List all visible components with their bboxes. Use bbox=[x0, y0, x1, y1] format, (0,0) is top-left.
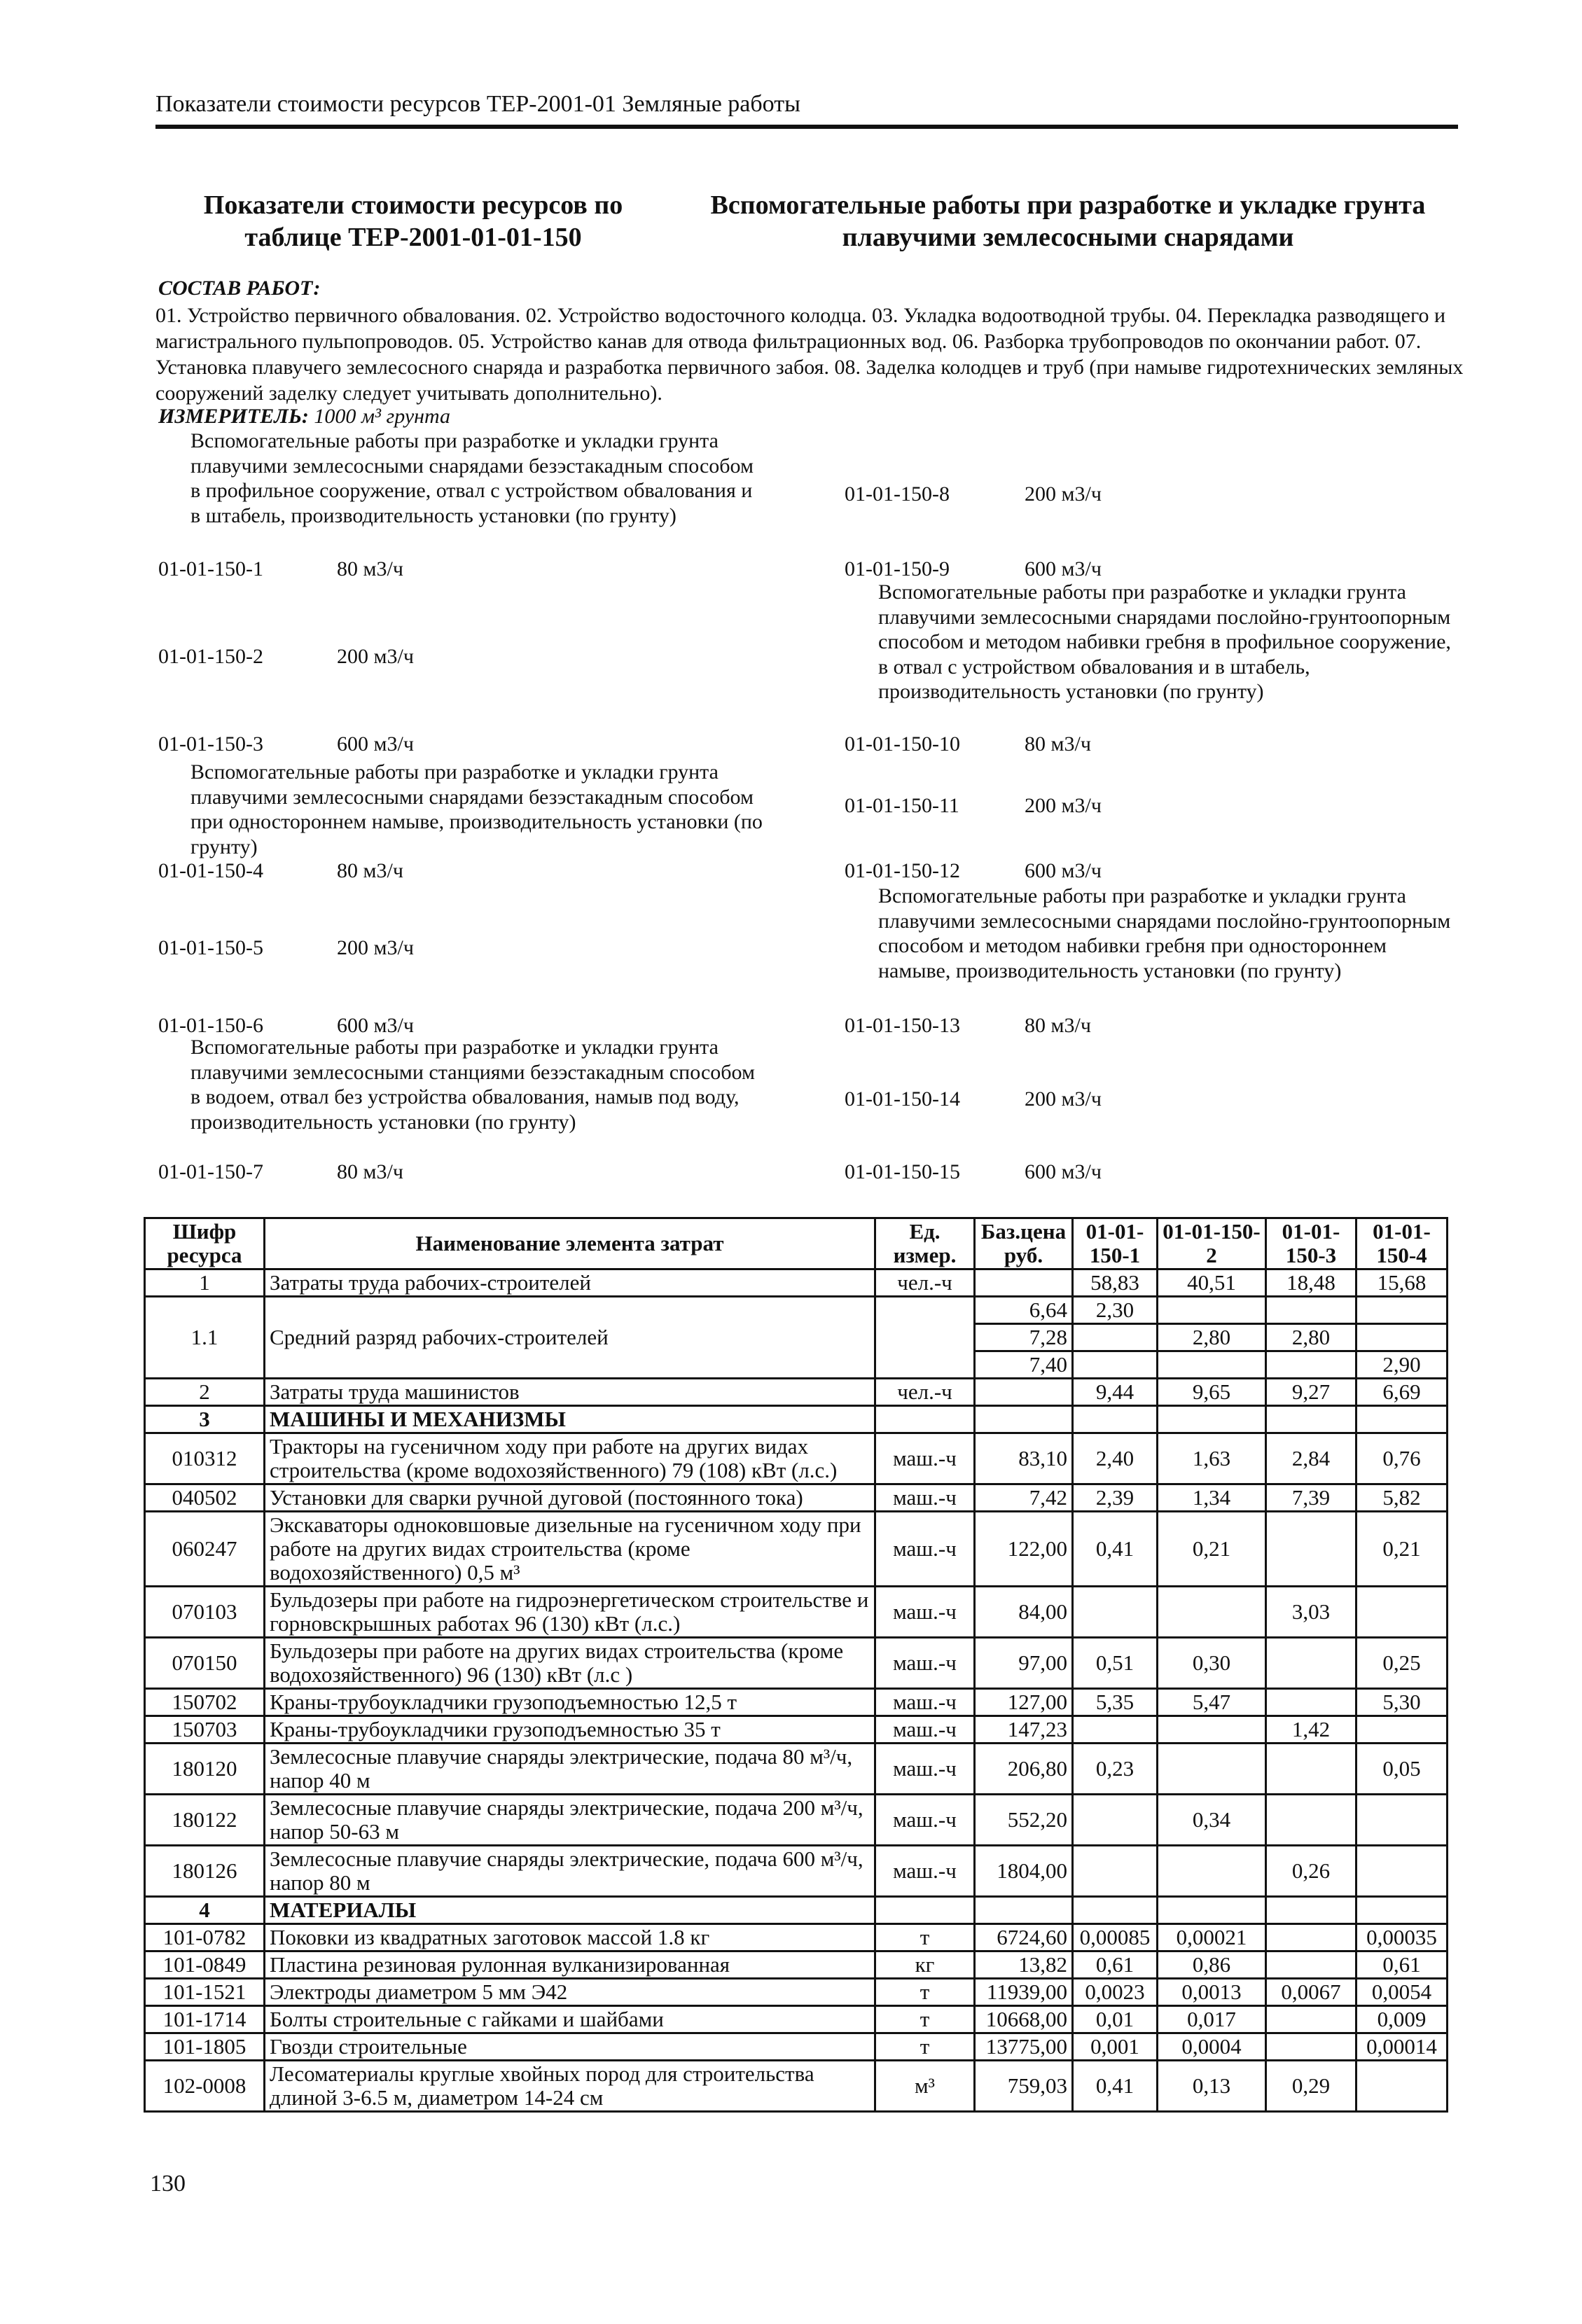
table-row bbox=[145, 1638, 1448, 1689]
row-value bbox=[1266, 1924, 1357, 1951]
column-header: 01-01-150-4 bbox=[1357, 1218, 1448, 1269]
row-value bbox=[1266, 1351, 1357, 1379]
group-description: Вспомогательные работы при разработке и укладки грунта плавучими землесосными снарядами безэстакадным способом в профильное сооружение, отвал с устройством обвалования и в штабель, производительность установки (по грунту) bbox=[190, 429, 754, 527]
row-code: 070103 bbox=[145, 1587, 265, 1638]
row-code: 101-1805 bbox=[145, 2033, 265, 2061]
table-row bbox=[145, 1924, 1448, 1951]
row-name: МАШИНЫ И МЕХАНИЗМЫ bbox=[265, 1406, 875, 1433]
row-price: 759,03 bbox=[975, 2061, 1073, 2112]
item-code: 01-01-150-4 bbox=[158, 859, 263, 882]
item-code: 01-01-150-15 bbox=[845, 1160, 960, 1183]
row-value bbox=[1158, 1587, 1266, 1638]
item-code: 01-01-150-11 bbox=[845, 794, 959, 817]
row-price: 147,23 bbox=[975, 1716, 1073, 1744]
row-value: 0,86 bbox=[1158, 1951, 1266, 1979]
item-value: 600 м3/ч bbox=[1025, 1160, 1102, 1183]
row-value: 2,40 bbox=[1073, 1433, 1158, 1484]
row-value bbox=[1266, 1795, 1357, 1846]
row-value: 2,80 bbox=[1158, 1324, 1266, 1351]
table-row bbox=[145, 1979, 1448, 2006]
row-value: 0,61 bbox=[1357, 1951, 1448, 1979]
table-row bbox=[145, 1795, 1448, 1846]
row-name: Землесосные плавучие снаряды электрические, подача 80 м³/ч, напор 40 м bbox=[265, 1744, 875, 1795]
item-code: 01-01-150-10 bbox=[845, 732, 960, 756]
row-price bbox=[975, 1269, 1073, 1297]
row-value bbox=[1266, 2006, 1357, 2033]
row-value: 3,03 bbox=[1266, 1587, 1357, 1638]
row-value: 18,48 bbox=[1266, 1269, 1357, 1297]
row-value: 1,34 bbox=[1158, 1484, 1266, 1512]
composition-text: 01. Устройство первичного обвалования. 02. Устройство водосточного колодца. 03. Укладка водоотводной трубы. 04. Перекладка разводящего и магистрального пульпопроводов. 05. Устройство канав для отвода фильтрационных вод. 06. Разборка трубопроводов по окончании работ. 07. Установка плавучего землесосного снаряда и разработка первичного забоя. 08. Заделка колодцев и труб (при намыве гидротехнических земляных сооружений заделку следует учитывать дополнительно). bbox=[155, 304, 1464, 405]
row-name: Бульдозеры при работе на других видах строительства (кроме водохозяйственного) 96 (130) кВт (л.с ) bbox=[265, 1638, 875, 1689]
row-unit: чел.-ч bbox=[875, 1379, 975, 1406]
item-code: 01-01-150-8 bbox=[845, 482, 950, 506]
row-value: 2,90 bbox=[1357, 1351, 1448, 1379]
row-unit bbox=[875, 1297, 975, 1379]
row-value bbox=[1357, 1716, 1448, 1744]
row-price: 122,00 bbox=[975, 1512, 1073, 1587]
row-value bbox=[1266, 1297, 1357, 1324]
row-value: 58,83 bbox=[1073, 1269, 1158, 1297]
column-header: Шифр ресурса bbox=[145, 1218, 265, 1269]
empty-cell bbox=[975, 1897, 1073, 1924]
empty-cell bbox=[1158, 1897, 1266, 1924]
row-value bbox=[1266, 1951, 1357, 1979]
row-value: 0,0004 bbox=[1158, 2033, 1266, 2061]
row-code: 101-0849 bbox=[145, 1951, 265, 1979]
row-unit: маш.-ч bbox=[875, 1795, 975, 1846]
page-title-left: Показатели стоимости ресурсов по таблице ТЕР-2001-01-01-150 bbox=[203, 190, 623, 252]
table-row bbox=[145, 1512, 1448, 1587]
row-value: 0,00021 bbox=[1158, 1924, 1266, 1951]
row-value bbox=[1073, 1846, 1158, 1897]
row-value: 0,00014 bbox=[1357, 2033, 1448, 2061]
table-row bbox=[145, 1269, 1448, 1297]
row-value: 0,00035 bbox=[1357, 1924, 1448, 1951]
empty-cell bbox=[875, 1897, 975, 1924]
row-name: Землесосные плавучие снаряды электрические, подача 200 м³/ч, напор 50-63 м bbox=[265, 1795, 875, 1846]
row-name: Установки для сварки ручной дуговой (постоянного тока) bbox=[265, 1484, 875, 1512]
group-description: Вспомогательные работы при разработке и укладки грунта плавучими землесосными снарядами послойно-грунтоопорным способом и методом набивки гребня при одностороннем намыве, производительность установки (по грунту) bbox=[878, 884, 1451, 982]
table-row bbox=[145, 2033, 1448, 2061]
row-unit: кг bbox=[875, 1951, 975, 1979]
row-value bbox=[1073, 1351, 1158, 1379]
item-code: 01-01-150-14 bbox=[845, 1087, 960, 1111]
row-price: 10668,00 bbox=[975, 2006, 1073, 2033]
item-value: 200 м3/ч bbox=[1025, 1087, 1102, 1111]
measure bbox=[158, 405, 450, 429]
row-value: 5,82 bbox=[1357, 1484, 1448, 1512]
empty-cell bbox=[1357, 1406, 1448, 1433]
resource-table bbox=[144, 1217, 1448, 2113]
measure-label: ИЗМЕРИТЕЛЬ: bbox=[158, 405, 309, 428]
table-row bbox=[145, 1297, 1448, 1324]
row-code: 150702 bbox=[145, 1689, 265, 1716]
table-row bbox=[145, 1846, 1448, 1897]
item-value: 80 м3/ч bbox=[337, 859, 403, 882]
row-price: 206,80 bbox=[975, 1744, 1073, 1795]
row-value: 2,84 bbox=[1266, 1433, 1357, 1484]
item-code: 01-01-150-2 bbox=[158, 645, 263, 668]
item-value: 600 м3/ч bbox=[1025, 557, 1102, 580]
row-value: 0,009 bbox=[1357, 2006, 1448, 2033]
row-value bbox=[1357, 1795, 1448, 1846]
row-value: 0,29 bbox=[1266, 2061, 1357, 2112]
row-value: 2,30 bbox=[1073, 1297, 1158, 1324]
row-name: Гвозди строительные bbox=[265, 2033, 875, 2061]
row-value: 40,51 bbox=[1158, 1269, 1266, 1297]
row-value: 7,39 bbox=[1266, 1484, 1357, 1512]
row-value: 0,25 bbox=[1357, 1638, 1448, 1689]
row-price: 7,28 bbox=[975, 1324, 1073, 1351]
row-price bbox=[975, 1379, 1073, 1406]
row-unit: м³ bbox=[875, 2061, 975, 2112]
row-value: 2,39 bbox=[1073, 1484, 1158, 1512]
column-header: Наименование элемента затрат bbox=[265, 1218, 875, 1269]
running-header: Показатели стоимости ресурсов ТЕР-2001-01 Земляные работы bbox=[155, 91, 800, 117]
row-value: 5,30 bbox=[1357, 1689, 1448, 1716]
row-code: 1 bbox=[145, 1269, 265, 1297]
item-value: 80 м3/ч bbox=[337, 557, 403, 580]
row-value: 0,41 bbox=[1073, 2061, 1158, 2112]
row-value bbox=[1158, 1716, 1266, 1744]
row-value: 0,21 bbox=[1158, 1512, 1266, 1587]
row-code: 4 bbox=[145, 1897, 265, 1924]
row-value: 0,41 bbox=[1073, 1512, 1158, 1587]
item-value: 600 м3/ч bbox=[1025, 859, 1102, 882]
row-code: 2 bbox=[145, 1379, 265, 1406]
composition-label: СОСТАВ РАБОТ: bbox=[158, 277, 321, 300]
row-value bbox=[1073, 1716, 1158, 1744]
row-name: Поковки из квадратных заготовок массой 1.8 кг bbox=[265, 1924, 875, 1951]
row-name: Землесосные плавучие снаряды электрические, подача 600 м³/ч, напор 80 м bbox=[265, 1846, 875, 1897]
empty-cell bbox=[1073, 1406, 1158, 1433]
row-value: 0,13 bbox=[1158, 2061, 1266, 2112]
row-value: 0,51 bbox=[1073, 1638, 1158, 1689]
row-value: 9,44 bbox=[1073, 1379, 1158, 1406]
row-code: 101-1714 bbox=[145, 2006, 265, 2033]
row-value bbox=[1266, 2033, 1357, 2061]
row-code: 3 bbox=[145, 1406, 265, 1433]
item-value: 600 м3/ч bbox=[337, 1014, 414, 1037]
item-code: 01-01-150-12 bbox=[845, 859, 960, 882]
row-code: 180120 bbox=[145, 1744, 265, 1795]
table-row bbox=[145, 1379, 1448, 1406]
item-value: 80 м3/ч bbox=[1025, 732, 1091, 756]
row-value: 0,001 bbox=[1073, 2033, 1158, 2061]
row-value bbox=[1158, 1351, 1266, 1379]
item-value: 200 м3/ч bbox=[1025, 482, 1102, 506]
row-price: 11939,00 bbox=[975, 1979, 1073, 2006]
row-code: 1.1 bbox=[145, 1297, 265, 1379]
row-unit: маш.-ч bbox=[875, 1716, 975, 1744]
row-name: Краны-трубоукладчики грузоподъемностью 35 т bbox=[265, 1716, 875, 1744]
row-value: 0,26 bbox=[1266, 1846, 1357, 1897]
column-header: Ед. измер. bbox=[875, 1218, 975, 1269]
row-code: 180126 bbox=[145, 1846, 265, 1897]
row-value: 0,0013 bbox=[1158, 1979, 1266, 2006]
table-row bbox=[145, 2061, 1448, 2112]
row-code: 180122 bbox=[145, 1795, 265, 1846]
row-code: 102-0008 bbox=[145, 2061, 265, 2112]
item-value: 200 м3/ч bbox=[337, 936, 414, 959]
item-code: 01-01-150-6 bbox=[158, 1014, 263, 1037]
empty-cell bbox=[1158, 1406, 1266, 1433]
column-header: 01-01-150-3 bbox=[1266, 1218, 1357, 1269]
row-price: 13,82 bbox=[975, 1951, 1073, 1979]
item-code: 01-01-150-3 bbox=[158, 732, 263, 756]
row-value bbox=[1266, 1638, 1357, 1689]
row-value bbox=[1357, 1846, 1448, 1897]
row-unit: т bbox=[875, 1924, 975, 1951]
row-value: 0,61 bbox=[1073, 1951, 1158, 1979]
empty-cell bbox=[875, 1406, 975, 1433]
row-price: 7,42 bbox=[975, 1484, 1073, 1512]
row-value bbox=[1357, 1587, 1448, 1638]
row-value: 0,05 bbox=[1357, 1744, 1448, 1795]
row-price: 1804,00 bbox=[975, 1846, 1073, 1897]
row-value bbox=[1266, 1744, 1357, 1795]
row-value: 6,69 bbox=[1357, 1379, 1448, 1406]
item-value: 600 м3/ч bbox=[337, 732, 414, 756]
row-price: 97,00 bbox=[975, 1638, 1073, 1689]
row-price: 84,00 bbox=[975, 1587, 1073, 1638]
row-unit: маш.-ч bbox=[875, 1744, 975, 1795]
row-unit: маш.-ч bbox=[875, 1689, 975, 1716]
row-unit: маш.-ч bbox=[875, 1638, 975, 1689]
empty-cell bbox=[975, 1406, 1073, 1433]
row-name: Средний разряд рабочих-строителей bbox=[265, 1297, 875, 1379]
row-value: 0,21 bbox=[1357, 1512, 1448, 1587]
table-row bbox=[145, 1716, 1448, 1744]
row-name: МАТЕРИАЛЫ bbox=[265, 1897, 875, 1924]
row-value: 0,017 bbox=[1158, 2006, 1266, 2033]
row-value: 0,23 bbox=[1073, 1744, 1158, 1795]
table-row bbox=[145, 1744, 1448, 1795]
row-value: 0,0023 bbox=[1073, 1979, 1158, 2006]
row-name: Затраты труда машинистов bbox=[265, 1379, 875, 1406]
item-value: 80 м3/ч bbox=[1025, 1014, 1091, 1037]
row-name: Затраты труда рабочих-строителей bbox=[265, 1269, 875, 1297]
item-code: 01-01-150-1 bbox=[158, 557, 263, 580]
row-unit: маш.-ч bbox=[875, 1512, 975, 1587]
column-header: Баз.цена руб. bbox=[975, 1218, 1073, 1269]
row-code: 070150 bbox=[145, 1638, 265, 1689]
row-price: 552,20 bbox=[975, 1795, 1073, 1846]
row-code: 101-0782 bbox=[145, 1924, 265, 1951]
row-value: 0,00085 bbox=[1073, 1924, 1158, 1951]
row-unit: чел.-ч bbox=[875, 1269, 975, 1297]
row-unit: маш.-ч bbox=[875, 1433, 975, 1484]
row-price: 7,40 bbox=[975, 1351, 1073, 1379]
group-description: Вспомогательные работы при разработке и укладки грунта плавучими землесосными снарядами послойно-грунтоопорным способом и методом набивки гребня в профильное сооружение, в отвал с устройством обвалования и в штабель, производительность установки (по грунту) bbox=[878, 580, 1451, 703]
table-header-row bbox=[145, 1218, 1448, 1269]
row-code: 010312 bbox=[145, 1433, 265, 1484]
table-row bbox=[145, 1951, 1448, 1979]
row-value bbox=[1158, 1744, 1266, 1795]
item-value: 200 м3/ч bbox=[337, 645, 414, 668]
group-description: Вспомогательные работы при разработке и укладки грунта плавучими землесосными станциями безэстакадным способом в водоем, отвал без устройства обвалования, намыв под воду, производительность установки (по грунту) bbox=[190, 1036, 755, 1134]
row-name: Пластина резиновая рулонная вулканизированная bbox=[265, 1951, 875, 1979]
row-value bbox=[1073, 1324, 1158, 1351]
row-value bbox=[1073, 1587, 1158, 1638]
row-value: 0,0054 bbox=[1357, 1979, 1448, 2006]
row-value bbox=[1357, 2061, 1448, 2112]
table-section-row bbox=[145, 1897, 1448, 1924]
row-value bbox=[1266, 1512, 1357, 1587]
row-unit: т bbox=[875, 1979, 975, 2006]
row-value: 9,65 bbox=[1158, 1379, 1266, 1406]
row-name: Болты строительные с гайками и шайбами bbox=[265, 2006, 875, 2033]
row-price: 6724,60 bbox=[975, 1924, 1073, 1951]
row-value bbox=[1158, 1846, 1266, 1897]
row-value: 9,27 bbox=[1266, 1379, 1357, 1406]
item-code: 01-01-150-13 bbox=[845, 1014, 960, 1037]
row-value: 1,42 bbox=[1266, 1716, 1357, 1744]
row-value: 0,01 bbox=[1073, 2006, 1158, 2033]
row-unit: маш.-ч bbox=[875, 1846, 975, 1897]
row-code: 150703 bbox=[145, 1716, 265, 1744]
row-price: 127,00 bbox=[975, 1689, 1073, 1716]
row-value: 1,63 bbox=[1158, 1433, 1266, 1484]
row-name: Электроды диаметром 5 мм Э42 bbox=[265, 1979, 875, 2006]
row-value: 0,30 bbox=[1158, 1638, 1266, 1689]
empty-cell bbox=[1357, 1897, 1448, 1924]
column-header: 01-01-150-1 bbox=[1073, 1218, 1158, 1269]
measure-value: 1000 м³ грунта bbox=[314, 405, 451, 428]
row-unit: маш.-ч bbox=[875, 1587, 975, 1638]
table-section-row bbox=[145, 1406, 1448, 1433]
row-unit: т bbox=[875, 2033, 975, 2061]
row-unit: маш.-ч bbox=[875, 1484, 975, 1512]
row-price: 13775,00 bbox=[975, 2033, 1073, 2061]
row-value bbox=[1357, 1324, 1448, 1351]
column-header: 01-01-150-2 bbox=[1158, 1218, 1266, 1269]
table-row bbox=[145, 2006, 1448, 2033]
table-row bbox=[145, 1433, 1448, 1484]
row-value: 0,0067 bbox=[1266, 1979, 1357, 2006]
row-name: Краны-трубоукладчики грузоподъемностью 12,5 т bbox=[265, 1689, 875, 1716]
item-code: 01-01-150-7 bbox=[158, 1160, 263, 1183]
row-value bbox=[1266, 1689, 1357, 1716]
empty-cell bbox=[1073, 1897, 1158, 1924]
row-value: 5,35 bbox=[1073, 1689, 1158, 1716]
item-value: 80 м3/ч bbox=[337, 1160, 403, 1183]
table-row bbox=[145, 1587, 1448, 1638]
row-value: 0,76 bbox=[1357, 1433, 1448, 1484]
row-value bbox=[1357, 1297, 1448, 1324]
row-value bbox=[1158, 1297, 1266, 1324]
page-title-right: Вспомогательные работы при разработке и укладке грунта плавучими землесосными снарядами bbox=[710, 190, 1426, 252]
row-name: Экскаваторы одноковшовые дизельные на гусеничном ходу при работе на других видах строительства (кроме водохозяйственного) 0,5 м³ bbox=[265, 1512, 875, 1587]
row-value: 5,47 bbox=[1158, 1689, 1266, 1716]
empty-cell bbox=[1266, 1406, 1357, 1433]
row-code: 060247 bbox=[145, 1512, 265, 1587]
item-value: 200 м3/ч bbox=[1025, 794, 1102, 817]
row-price: 83,10 bbox=[975, 1433, 1073, 1484]
row-name: Бульдозеры при работе на гидроэнергетическом строительстве и горновскрышных работах 96 (130) кВт (л.с.) bbox=[265, 1587, 875, 1638]
row-value bbox=[1073, 1795, 1158, 1846]
row-unit: т bbox=[875, 2006, 975, 2033]
row-value: 15,68 bbox=[1357, 1269, 1448, 1297]
row-code: 040502 bbox=[145, 1484, 265, 1512]
row-name: Тракторы на гусеничном ходу при работе на других видах строительства (кроме водохозяйственного) 79 (108) кВт (л.с.) bbox=[265, 1433, 875, 1484]
item-code: 01-01-150-9 bbox=[845, 557, 950, 580]
table-row bbox=[145, 1484, 1448, 1512]
row-code: 101-1521 bbox=[145, 1979, 265, 2006]
header-rule bbox=[155, 125, 1458, 129]
group-description: Вспомогательные работы при разработке и укладки грунта плавучими землесосными снарядами безэстакадным способом при одностороннем намыве, производительность установки (по грунту) bbox=[190, 760, 763, 858]
table-row bbox=[145, 1689, 1448, 1716]
row-value: 2,80 bbox=[1266, 1324, 1357, 1351]
row-value: 0,34 bbox=[1158, 1795, 1266, 1846]
empty-cell bbox=[1266, 1897, 1357, 1924]
row-price: 6,64 bbox=[975, 1297, 1073, 1324]
item-code: 01-01-150-5 bbox=[158, 936, 263, 959]
page-number: 130 bbox=[150, 2171, 186, 2197]
row-name: Лесоматериалы круглые хвойных пород для строительства длиной 3-6.5 м, диаметром 14-24 см bbox=[265, 2061, 875, 2112]
